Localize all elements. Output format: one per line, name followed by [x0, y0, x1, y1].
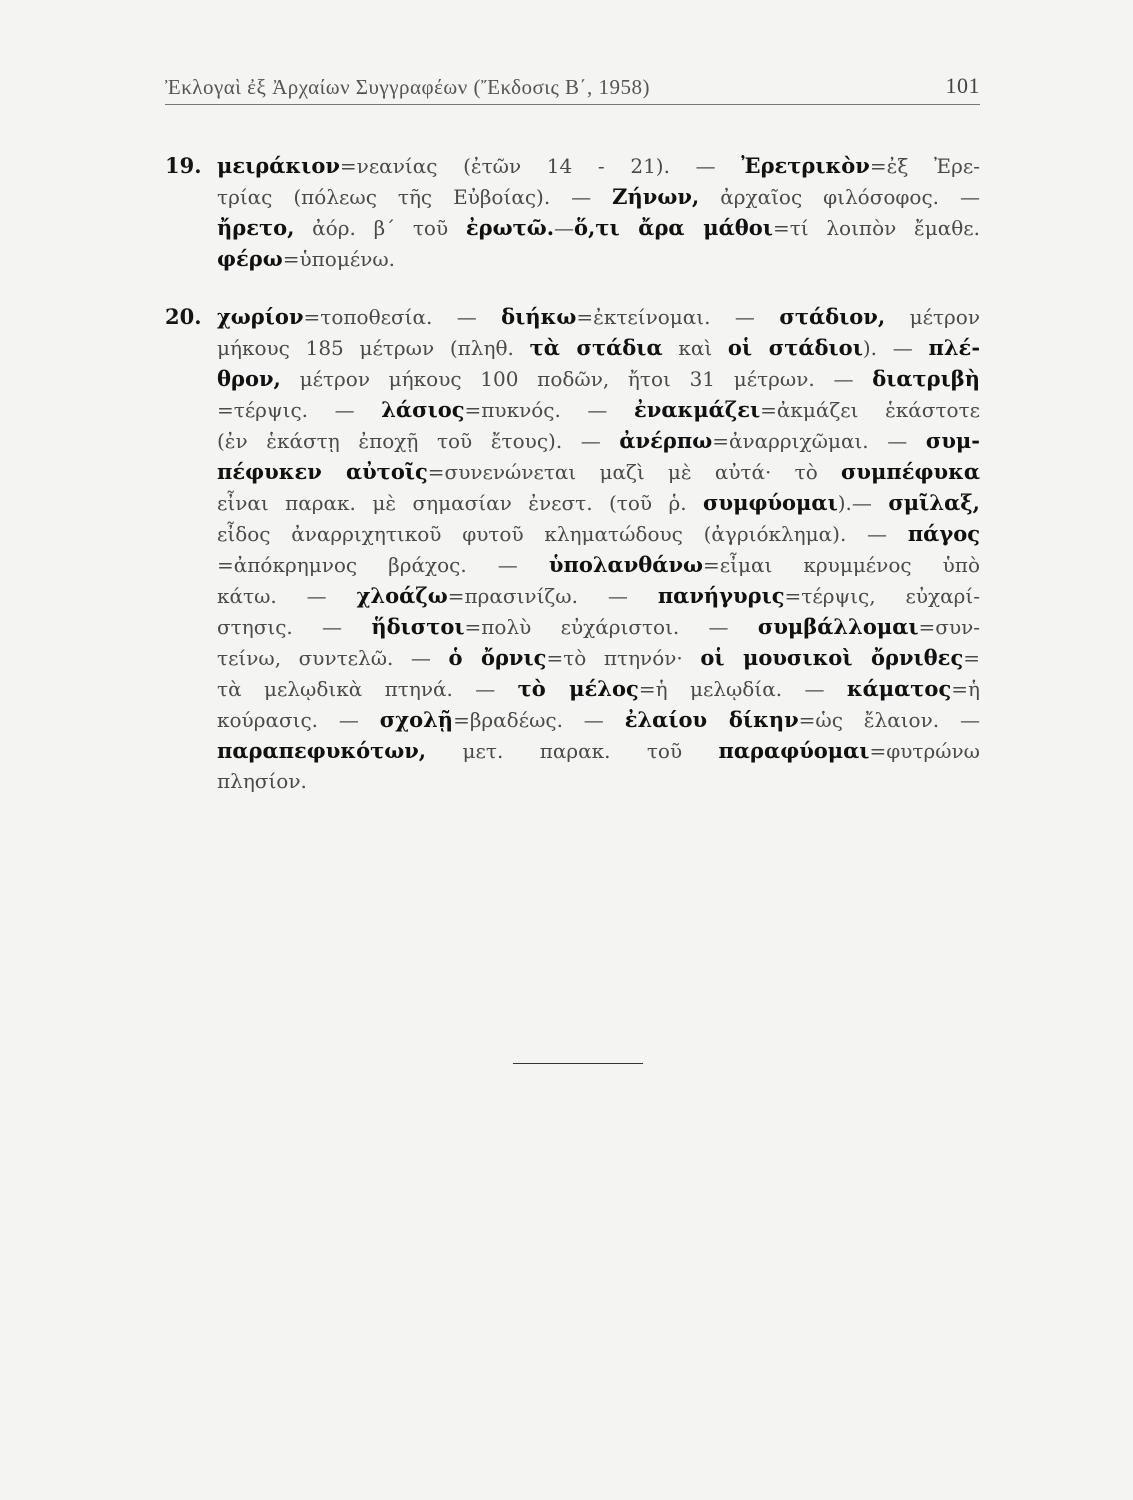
entry-line	[165, 735, 980, 766]
lemma: συμβάλλομαι	[757, 614, 919, 639]
entry-text: κάτω. — χλοάζω=πρασινίζω. — πανήγυρις=τέρψις, εὐχαρί-	[217, 583, 980, 608]
entry-text: κούρασις. — σχολῇ=βραδέως. — ἐλαίου δίκην=ὡς ἔλαιον. —	[217, 707, 980, 732]
lemma: διήκω	[501, 304, 577, 329]
entry-line	[165, 487, 980, 518]
lemma: σχολῇ	[379, 707, 454, 732]
entry-line	[165, 150, 980, 181]
entry-line	[165, 332, 980, 363]
entry-line	[165, 363, 980, 394]
entry-text: τείνω, συντελῶ. — ὁ ὄρνις=τὸ πτηνόν· οἱ μουσικοὶ ὄρνιθες=	[217, 645, 981, 670]
lemma: ὁ ὄρνις	[448, 645, 547, 670]
entry-line	[165, 673, 980, 704]
entry-text: στησις. — ἥδιστοι=πολὺ εὐχάριστοι. — συμβάλλομαι=συν-	[217, 614, 981, 639]
entry-line	[165, 580, 980, 611]
entry-line	[165, 181, 980, 212]
lemma: φέρω	[217, 246, 283, 271]
entry-number: 20.	[165, 304, 202, 329]
entry-line	[165, 704, 980, 735]
entry-line	[165, 212, 980, 243]
lemma: πέφυκεν αὐτοῖς	[217, 459, 428, 484]
entry-line	[165, 301, 980, 332]
entry-text: τρίας (πόλεως τῆς Εὐβοίας). — Ζήνων, ἀρχαῖος φιλόσοφος. —	[217, 184, 980, 209]
entry-line	[165, 425, 980, 456]
entry-text: =τέρψις. — λάσιος=πυκνός. — ἐνακμάζει=ἀκμάζει ἑκάστοτε	[217, 397, 980, 422]
entry-text: ἤρετο, ἀόρ. β΄ τοῦ ἐρωτῶ.—ὅ,τι ἄρα μάθοι=τί λοιπὸν ἔμαθε.	[217, 215, 980, 240]
lemma: πανήγυρις	[657, 583, 785, 608]
entry-line	[165, 549, 980, 580]
entry-text: μήκους 185 μέτρων (πληθ. τὰ στάδια καὶ οἱ στάδιοι). — πλέ-	[217, 335, 981, 360]
lemma: χωρίον	[217, 304, 304, 329]
lemma: παραφύομαι	[718, 738, 870, 763]
lemma: ὅ,τι ἄρα μάθοι	[574, 215, 773, 240]
lemma: διατριβὴ	[872, 366, 980, 391]
lemma: πλέ-	[928, 335, 981, 360]
entry-text: μειράκιον=νεανίας (ἐτῶν 14 - 21). — Ἐρετρικὸν=ἐξ Ἐρε-	[217, 153, 980, 178]
glossary-entry-20	[165, 301, 980, 797]
entry-line	[165, 611, 980, 642]
lemma: Ζήνων,	[612, 184, 700, 209]
entry-line	[165, 766, 980, 797]
lemma: παραπεφυκότων,	[217, 738, 427, 763]
entry-text: πέφυκεν αὐτοῖς=συνενώνεται μαζὶ μὲ αὐτά· τὸ συμπέφυκα	[217, 459, 980, 484]
entry-line	[165, 642, 980, 673]
entry-line	[165, 456, 980, 487]
entry-text: (ἐν ἑκάστῃ ἐποχῇ τοῦ ἔτους). — ἀνέρπω=ἀναρριχῶμαι. — συμ-	[217, 428, 980, 453]
lemma: ἀνέρπω	[619, 428, 713, 453]
entry-text: φέρω=ὑπομένω.	[217, 246, 396, 271]
lemma: πάγος	[907, 521, 980, 546]
lemma: συμ-	[925, 428, 980, 453]
lemma: ὑπολανθάνω	[548, 552, 704, 577]
lemma: οἱ στάδιοι	[727, 335, 863, 360]
glossary-entry-19	[165, 150, 980, 274]
entry-text: =ἀπόκρημνος βράχος. — ὑπολανθάνω=εἶμαι κρυμμένος ὑπὸ	[217, 552, 980, 577]
lemma: σμῖλαξ,	[888, 490, 980, 515]
lemma: Ἐρετρικὸν	[741, 153, 870, 178]
lemma: τὰ στάδια	[529, 335, 663, 360]
page-number: 101	[945, 73, 980, 98]
entry-line	[165, 394, 980, 425]
lemma: συμφύομαι	[703, 490, 838, 515]
entry-text: θρον, μέτρον μήκους 100 ποδῶν, ἤτοι 31 μέτρων. — διατριβὴ	[217, 366, 980, 391]
lemma: ἥδιστοι	[371, 614, 465, 639]
lemma: οἱ μουσικοὶ ὄρνιθες	[700, 645, 964, 670]
entry-text: εἶδος ἀναρριχητικοῦ φυτοῦ κληματώδους (ἀγριόκλημα). — πάγος	[217, 521, 980, 546]
lemma: θρον,	[217, 366, 281, 391]
entry-number: 19.	[165, 153, 202, 178]
entry-line	[165, 518, 980, 549]
lemma: τὸ μέλος	[517, 676, 639, 701]
lemma: ἐνακμάζει	[634, 397, 761, 422]
entry-text: εἶναι παρακ. μὲ σημασίαν ἐνεστ. (τοῦ ῥ. συμφύομαι).— σμῖλαξ,	[217, 490, 980, 515]
entry-line	[165, 243, 980, 274]
lemma: κάματος	[846, 676, 952, 701]
lemma: λάσιος	[381, 397, 465, 422]
entry-text: πλησίον.	[217, 769, 307, 793]
running-head-title: Ἐκλογαὶ ἐξ Ἀρχαίων Συγγραφέων (Ἔκδοσις Β΄, 1958)	[165, 75, 651, 99]
lemma: ἤρετο,	[217, 215, 295, 240]
lemma: στάδιον,	[779, 304, 886, 329]
lemma: χλοάζω	[356, 583, 448, 608]
lemma: ἐλαίου δίκην	[624, 707, 799, 732]
entry-text: παραπεφυκότων, μετ. παρακ. τοῦ παραφύομαι=φυτρώνω	[217, 738, 980, 763]
lemma: ἐρωτῶ.	[465, 215, 555, 240]
lemma: συμπέφυκα	[840, 459, 980, 484]
lemma: μειράκιον	[217, 153, 340, 178]
entry-text: τὰ μελῳδικὰ πτηνά. — τὸ μέλος=ἡ μελῳδία. — κάματος=ἡ	[217, 676, 980, 701]
end-rule	[513, 1063, 643, 1064]
entry-text: χωρίον=τοποθεσία. — διήκω=ἐκτείνομαι. — στάδιον, μέτρον	[217, 304, 980, 329]
running-head	[165, 72, 980, 105]
